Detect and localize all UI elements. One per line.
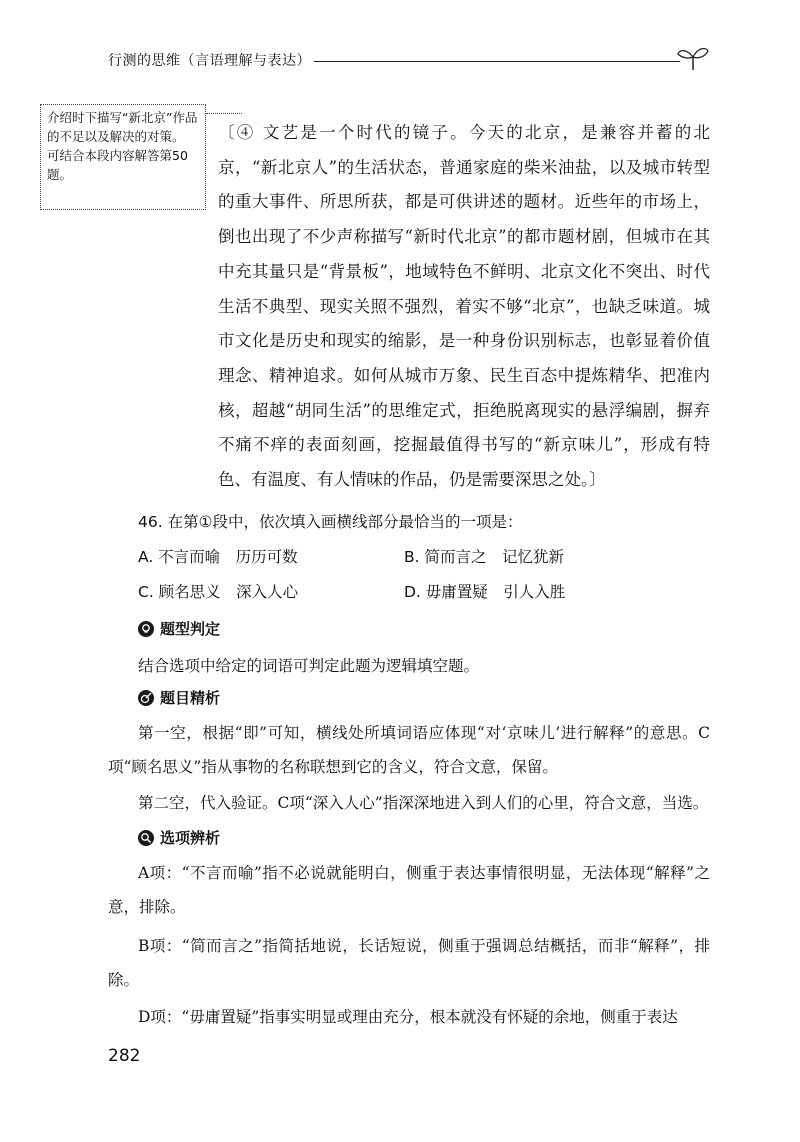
side-note	[40, 104, 206, 210]
section-analysis-heading	[138, 686, 220, 710]
section-options-heading	[138, 826, 220, 850]
section-analysis-title: 题目精析	[160, 689, 221, 707]
option-c: C. 顾名思义 深入人心	[138, 583, 299, 601]
magnifier-icon	[138, 830, 154, 846]
side-note-connector	[206, 113, 242, 114]
option-b: B. 简而言之 记忆犹新	[404, 548, 564, 566]
passage-paragraph-4: 〔④ 文艺是一个时代的镜子。今天的北京，是兼容并蓄的北京，“新北京人”的生活状态，普通家庭的柴米油盐，以及城市转型的重大事件、所思所获，都是可供讲述的题材。近些年的市场上，倒也出现了不少声称描写“新时代北京”的都市题材剧，但城市在其中充其量只是“背景板”，地域特色不鲜明、北京文化不突出、时代生活不典型、现实关照不强烈，着实不够“北京”，也缺乏味道。城市文化是历史和现实的缩影，是一种身份识别标志，也彰显着价值理念、精神追求。如何从城市万象、民生百态中提炼精华、把准内核，超越“胡同生活”的思维定式，拒绝脱离现实的悬浮编剧，摒弃不痛不痒的表面刻画，挖掘最值得书写的“新京味儿”，形成有特色、有温度、有人情味的作品，仍是需要深思之处。〕	[218, 123, 710, 490]
header-title: 行测的思维（言语理解与表达）	[108, 53, 311, 69]
analysis-paragraph-1: 第一空，根据“即”可知，横线处所填词语应体现“对‘京味儿’进行解释”的意思。C项“顾名思义”指从事物的名称联想到它的含义，符合文意，保留。	[108, 724, 710, 776]
option-a-analysis: A项：“不言而喻”指不必说就能明白，侧重于表达事情很明显，无法体现“解释”之意，排除。	[108, 864, 710, 916]
section-type-heading	[138, 617, 220, 641]
section-type-title: 题型判定	[160, 620, 221, 638]
lightbulb-icon	[138, 621, 154, 637]
running-header	[108, 44, 708, 72]
option-d: D. 毋庸置疑 引人入胜	[404, 583, 566, 601]
section-type-text: 结合选项中给定的词语可判定此题为逻辑填空题。	[138, 657, 480, 675]
sprout-icon	[676, 44, 710, 72]
analysis-paragraph-2: 第二空，代入验证。C项“深入人心”指深深地进入到人们的心里，符合文意，当选。	[138, 794, 709, 812]
option-a: A. 不言而喻 历历可数	[138, 548, 298, 566]
section-options-title: 选项辨析	[160, 829, 221, 847]
page-number: 282	[108, 1046, 141, 1066]
side-note-text: 介绍时下描写“新北京”作品的不足以及解决的对策。 可结合本段内容解答第50题。	[47, 110, 198, 182]
question-46-stem: 46. 在第①段中，依次填入画横线部分最恰当的一项是：	[138, 513, 523, 531]
header-rule	[314, 61, 680, 62]
option-b-analysis: B项：“简而言之”指简括地说，长话短说，侧重于强调总结概括，而非“解释”，排除。	[108, 937, 710, 989]
option-d-analysis: D项：“毋庸置疑”指事实明显或理由充分，根本就没有怀疑的余地，侧重于表达	[138, 1008, 678, 1026]
target-icon	[138, 690, 154, 706]
